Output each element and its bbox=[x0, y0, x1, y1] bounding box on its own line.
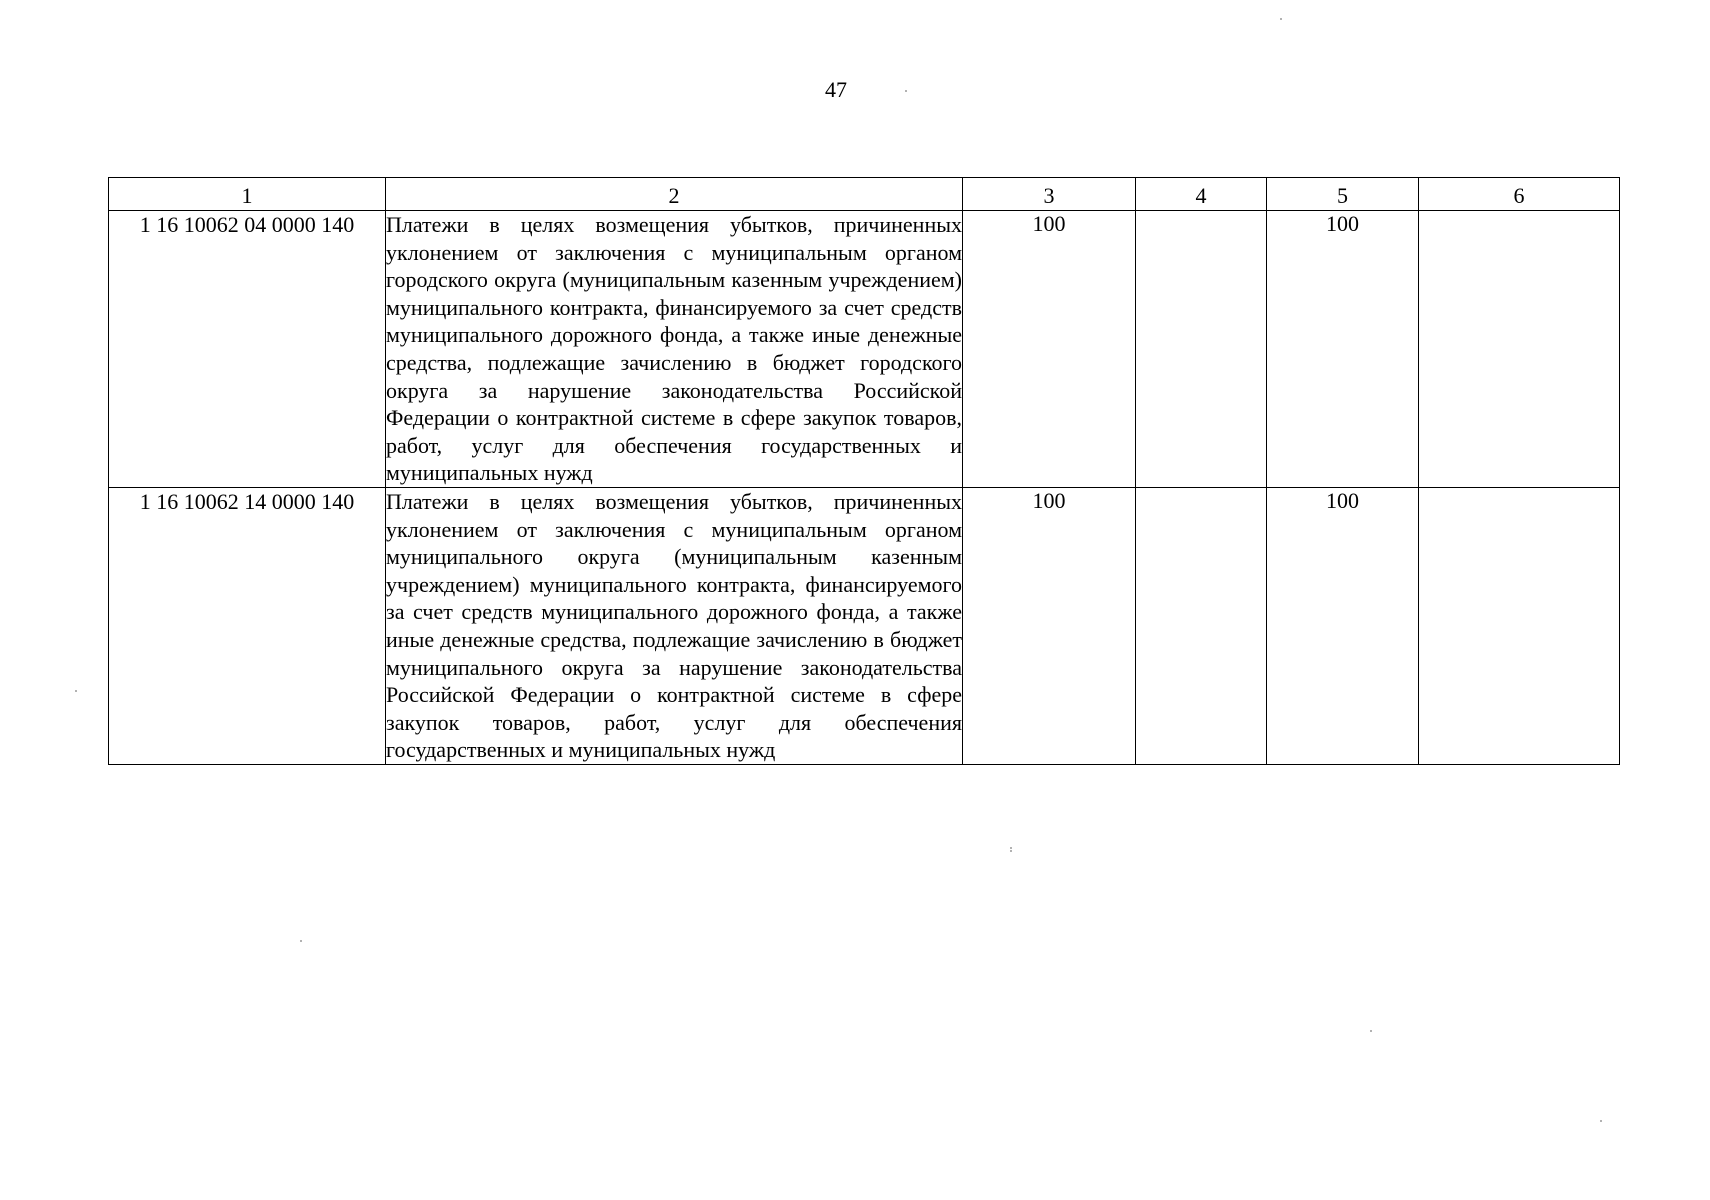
amount-col3-cell: 100 bbox=[963, 487, 1136, 764]
description-cell: Платежи в целях возмещения убытков, причиненных уклонением от заключения с муниципальным органом городского округа (муниципальным казенным учреждением) муниципального контракта, финансируемого за счет средств муниципального дорожного фонда, а также иные денежные средства, подлежащие зачислению в бюджет городского округа за нарушение законодательства Российской Федерации о контрактной системе в сфере закупок товаров, работ, услуг для обеспечения государственных и муниципальных нужд bbox=[386, 211, 963, 488]
table-row bbox=[109, 487, 1620, 764]
amount-col5-cell: 100 bbox=[1267, 487, 1419, 764]
amount-col5-cell: 100 bbox=[1267, 211, 1419, 488]
scan-speck bbox=[300, 940, 302, 942]
amount-col6-cell bbox=[1419, 211, 1620, 488]
scan-speck bbox=[1600, 1120, 1602, 1122]
budget-table bbox=[108, 177, 1620, 765]
scan-speck bbox=[1010, 850, 1012, 852]
column-header-6: 6 bbox=[1419, 178, 1620, 211]
amount-col4-cell bbox=[1136, 211, 1267, 488]
scan-speck bbox=[75, 690, 77, 692]
column-header-2: 2 bbox=[386, 178, 963, 211]
revenue-code-cell: 1 16 10062 14 0000 140 bbox=[109, 487, 386, 764]
revenue-code-cell: 1 16 10062 04 0000 140 bbox=[109, 211, 386, 488]
amount-col4-cell bbox=[1136, 487, 1267, 764]
table-row bbox=[109, 211, 1620, 488]
scan-speck bbox=[905, 90, 907, 92]
description-cell: Платежи в целях возмещения убытков, причиненных уклонением от заключения с муниципальным органом муниципального округа (муниципальным казенным учреждением) муниципального контракта, финансируемого за счет средств муниципального дорожного фонда, а также иные денежные средства, подлежащие зачислению в бюджет муниципального округа за нарушение законодательства Российской Федерации о контрактной системе в сфере закупок товаров, работ, услуг для обеспечения государственных и муниципальных нужд bbox=[386, 487, 963, 764]
amount-col6-cell bbox=[1419, 487, 1620, 764]
amount-col3-cell: 100 bbox=[963, 211, 1136, 488]
page-number: 47 bbox=[825, 77, 847, 102]
column-header-4: 4 bbox=[1136, 178, 1267, 211]
scan-speck bbox=[1280, 18, 1282, 20]
scan-speck bbox=[1370, 1030, 1372, 1032]
scan-speck bbox=[1010, 847, 1012, 849]
column-header-1: 1 bbox=[109, 178, 386, 211]
column-header-3: 3 bbox=[963, 178, 1136, 211]
column-header-5: 5 bbox=[1267, 178, 1419, 211]
table-header-row bbox=[109, 178, 1620, 211]
